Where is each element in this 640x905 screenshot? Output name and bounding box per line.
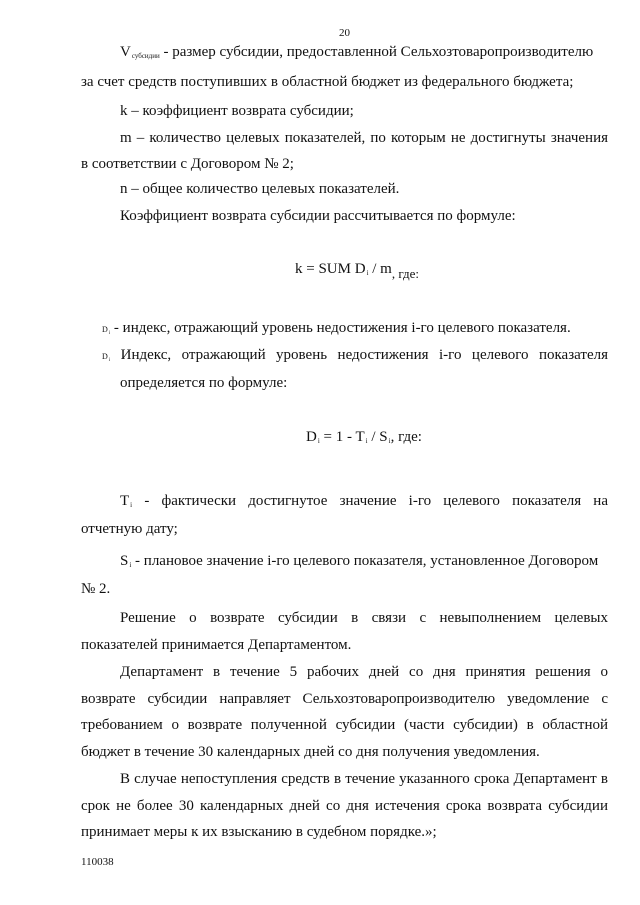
paragraph-1-line-2: показателей принимается Департаментом. — [81, 637, 352, 653]
paragraph-2-line-1: Департамент в течение 5 рабочих дней со дня принятия решения о — [120, 664, 608, 680]
ti-symbol: $T_i$ — [120, 493, 133, 509]
v-definition-line-1 — [120, 43, 593, 65]
si-definition-line-1 — [120, 552, 598, 574]
v-symbol: V — [120, 44, 131, 60]
paragraph-2-line-3: требованием о возврате полученной субсидии (части субсидии) в областной — [81, 717, 608, 733]
di2-definition-line-2: определяется по формуле: — [120, 375, 288, 391]
footer-code: 110038 — [81, 856, 114, 868]
di-definition-text: - индекс, отражающий уровень недостижения i-го целевого показателя. — [113, 320, 571, 336]
ti-definition-line-2: отчетную дату; — [81, 521, 178, 537]
formula-di: $D_i = 1 - T_i / S_i$, где: — [306, 429, 422, 445]
di2-definition-text: Индекс, отражающий уровень недостижения i-го целевого показателя — [120, 347, 608, 363]
paragraph-2-line-4: бюджет в течение 30 календарных дней со дня получения уведомления. — [81, 744, 540, 760]
m-definition-line-1: m – количество целевых показателей, по которым не достигнуты значения — [120, 130, 608, 146]
formula-k-where: , где: — [391, 266, 420, 281]
si-symbol: $S_i$ — [120, 553, 132, 569]
v-definition-text: - размер субсидии, предоставленной Сельхозтоваропроизводителю — [163, 44, 594, 60]
di2-symbol: $D_i$ — [102, 352, 111, 363]
formula-k — [295, 260, 419, 283]
formula-k-rhs: / m — [368, 261, 392, 277]
n-definition: n – общее количество целевых показателей. — [120, 181, 400, 197]
page-number: 20 — [339, 27, 350, 39]
si-definition-text: - плановое значение i-го целевого показателя, установленное Договором — [135, 553, 599, 569]
m-definition-line-2: в соответствии с Договором № 2; — [81, 156, 294, 172]
paragraph-2-line-2: возврате субсидии направляет Сельхозтоваропроизводителю уведомление с — [81, 691, 608, 707]
di-symbol: $D_i$ — [102, 325, 111, 336]
di2-definition-line-1 — [102, 346, 608, 370]
paragraph-1-line-1: Решение о возврате субсидии в связи с невыполнением целевых — [120, 610, 608, 626]
v-subscript: субсидии — [131, 52, 160, 60]
k-definition: k – коэффициент возврата субсидии; — [120, 103, 354, 119]
paragraph-3-line-3: принимает меры к их взысканию в судебном порядке.»; — [81, 824, 437, 840]
si-definition-line-2: № 2. — [81, 581, 111, 597]
ti-definition-line-1 — [120, 492, 608, 514]
coefficient-intro: Коэффициент возврата субсидии рассчитывается по формуле: — [120, 208, 516, 224]
v-definition-line-2: за счет средств поступивших в областной бюджет из федерального бюджета; — [81, 74, 574, 90]
formula-k-subscript: i — [366, 269, 369, 277]
ti-definition-text: - фактически достигнутое значение i-го целевого показателя на — [144, 493, 608, 509]
di-definition — [102, 319, 571, 343]
formula-k-lhs: k = SUM D — [295, 261, 366, 277]
paragraph-3-line-2: срок не более 30 календарных дней со дня истечения срока возврата субсидии — [81, 798, 608, 814]
paragraph-3-line-1: В случае непоступления средств в течение указанного срока Департамент в — [120, 771, 608, 787]
